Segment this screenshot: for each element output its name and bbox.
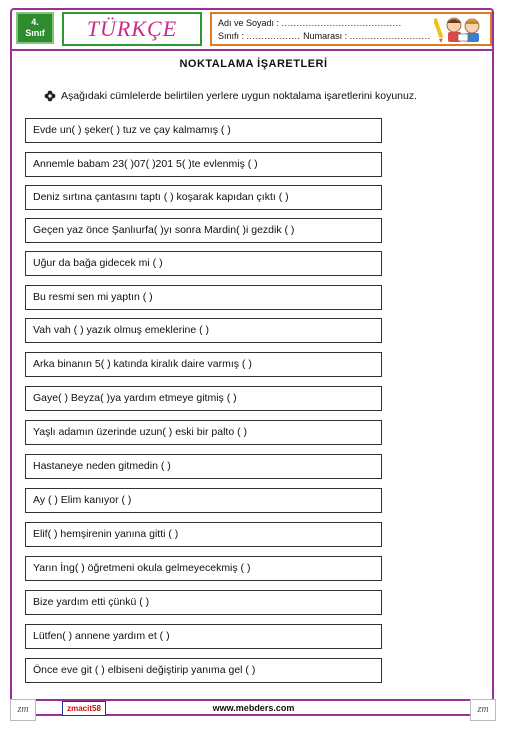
subject-title: TÜRKÇE bbox=[62, 12, 202, 46]
class-label: Sınıfı : bbox=[218, 31, 245, 41]
question-box-15[interactable]: Bize yardım etti çünkü ( ) bbox=[25, 590, 382, 615]
question-box-13[interactable]: Elif( ) hemşirenin yanına gitti ( ) bbox=[25, 522, 382, 547]
question-box-8[interactable]: Arka binanın 5( ) katında kiralık daire varmış ( ) bbox=[25, 352, 382, 377]
question-box-3[interactable]: Deniz sırtına çantasını taptı ( ) koşarak kapıdan çıktı ( ) bbox=[25, 185, 382, 210]
question-box-11[interactable]: Hastaneye neden gitmedin ( ) bbox=[25, 454, 382, 479]
question-box-6[interactable]: Bu resmi sen mi yaptın ( ) bbox=[25, 285, 382, 310]
question-box-14[interactable]: Yarın İng( ) öğretmeni okula gelmeyecekmiş ( ) bbox=[25, 556, 382, 581]
instruction bbox=[44, 90, 417, 102]
author-code: zmacit58 bbox=[62, 701, 106, 716]
site-url[interactable]: www.mebders.com bbox=[212, 703, 295, 713]
question-box-7[interactable]: Vah vah ( ) yazık olmuş emeklerine ( ) bbox=[25, 318, 382, 343]
number-field[interactable]: ........................... bbox=[349, 31, 431, 41]
question-box-9[interactable]: Gaye( ) Beyza( )ya yardım etmeye gitmiş ( ) bbox=[25, 386, 382, 411]
logo-right: zm bbox=[470, 699, 496, 721]
flower-bullet-icon bbox=[44, 90, 56, 102]
kids-reading-icon bbox=[434, 14, 488, 44]
logo-left: zm bbox=[10, 699, 36, 721]
worksheet-title: NOKTALAMA İŞARETLERİ bbox=[179, 58, 328, 70]
name-label: Adı ve Soyadı : bbox=[218, 18, 280, 28]
class-field[interactable]: .................. bbox=[246, 31, 301, 41]
question-box-2[interactable]: Annemle babam 23( )07( )201 5( )te evlenmiş ( ) bbox=[25, 152, 382, 177]
question-box-10[interactable]: Yaşlı adamın üzerinde uzun( ) eski bir palto ( ) bbox=[25, 420, 382, 445]
question-box-16[interactable]: Lütfen( ) annene yardım et ( ) bbox=[25, 624, 382, 649]
question-box-4[interactable]: Geçen yaz önce Şanlıurfa( )yı sonra Mardin( )i gezdik ( ) bbox=[25, 218, 382, 243]
number-label: Numarası : bbox=[303, 31, 348, 41]
question-box-17[interactable]: Önce eve git ( ) elbiseni değiştirip yanıma gel ( ) bbox=[25, 658, 382, 683]
instruction-text: Aşağıdaki cümlelerde belirtilen yerlere uygun noktalama işaretlerini koyunuz. bbox=[61, 90, 418, 102]
grade-badge bbox=[16, 12, 54, 44]
grade-number: 4. bbox=[31, 17, 39, 27]
grade-word: Sınıf bbox=[25, 28, 45, 38]
question-box-1[interactable]: Evde un( ) şeker( ) tuz ve çay kalmamış ( ) bbox=[25, 118, 382, 143]
header-divider bbox=[12, 49, 492, 51]
name-field[interactable]: ........................................ bbox=[281, 18, 402, 28]
question-box-12[interactable]: Ay ( ) Elim kanıyor ( ) bbox=[25, 488, 382, 513]
question-box-5[interactable]: Uğur da bağa gidecek mi ( ) bbox=[25, 251, 382, 276]
